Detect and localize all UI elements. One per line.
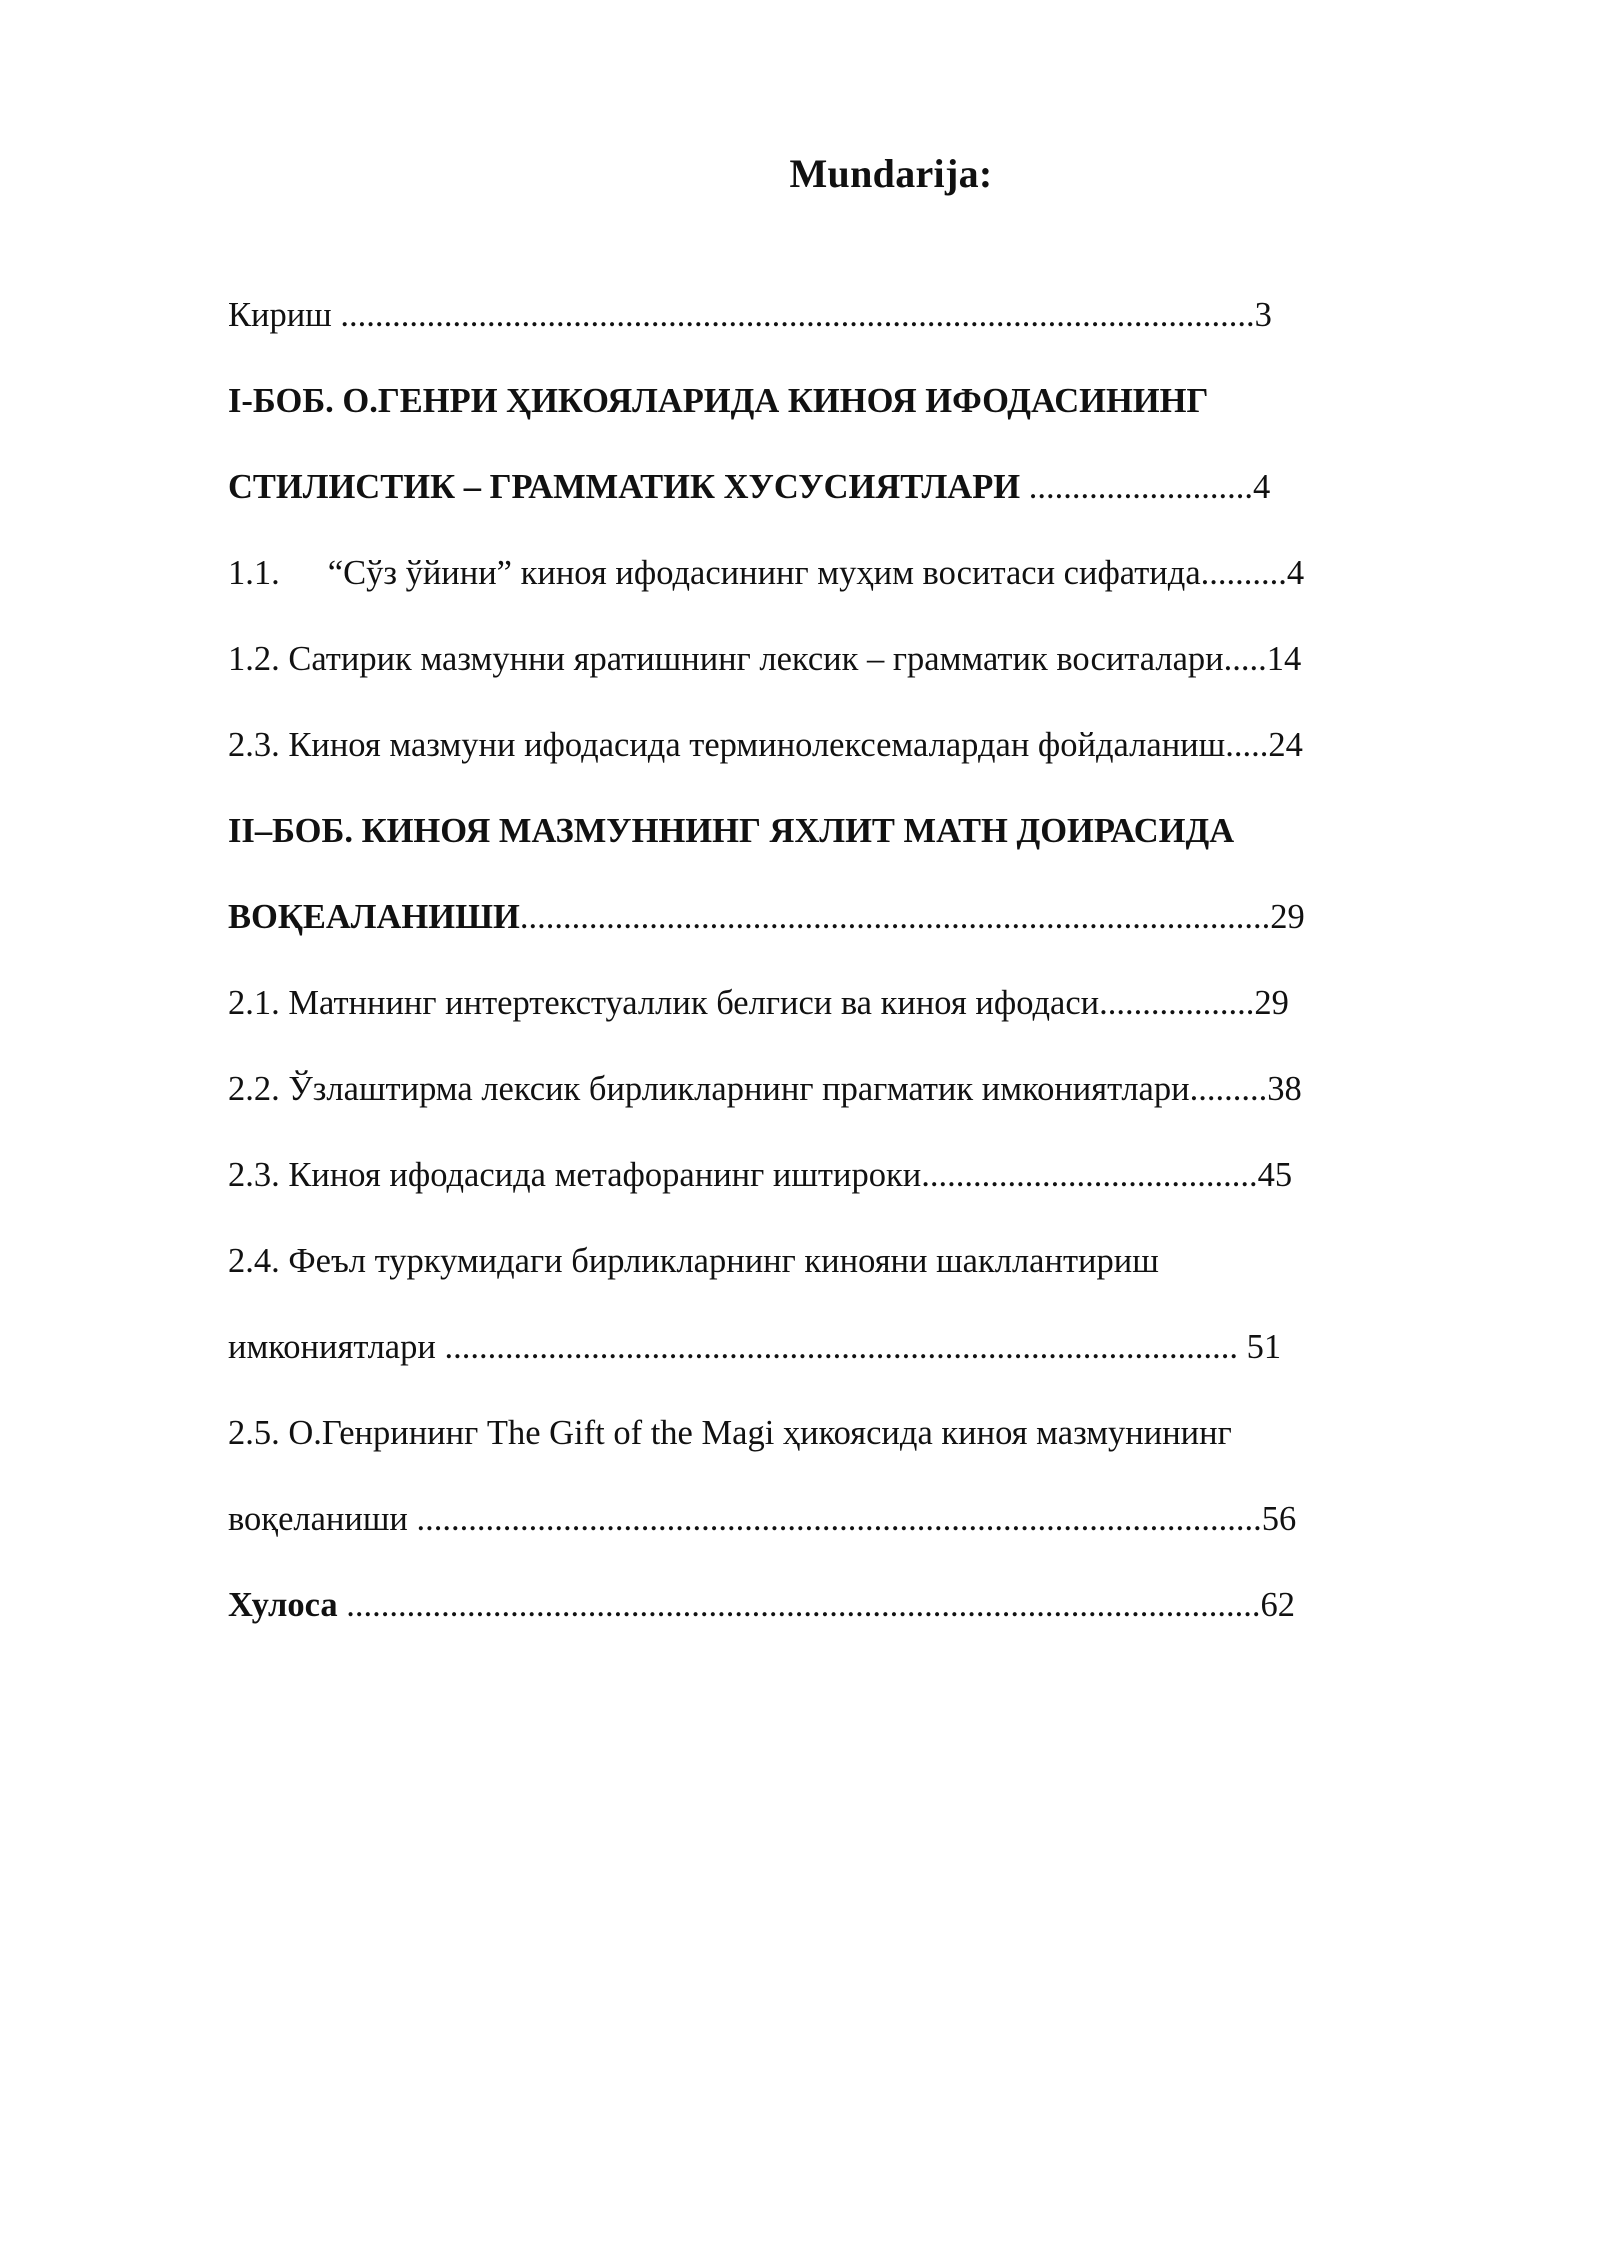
toc-section-2-5[interactable] [228, 1402, 1232, 1464]
toc-entry-title: 2.3. Киноя мазмуни ифодасида терминолексемалардан фойдаланиш [228, 726, 1226, 764]
toc-entry-title: 2.3. Киноя ифодасида метафоранинг иштироки [228, 1156, 922, 1194]
toc-page-number: 29 [1254, 984, 1289, 1022]
toc-page-number: 38 [1267, 1070, 1302, 1108]
toc-page-number: 51 [1237, 1328, 1282, 1366]
toc-section-2-4-cont[interactable] [228, 1316, 1281, 1378]
page-title: Mundarija: [789, 151, 993, 196]
toc-page-number: 62 [1260, 1586, 1295, 1624]
toc-leader-dots: ............................................................................................ [435, 1328, 1238, 1366]
toc-entry-title: Кириш [228, 296, 332, 334]
toc-leader-dots: .......................................................................................................... [337, 1586, 1261, 1624]
toc-page-number: 3 [1254, 296, 1272, 334]
toc-chapter-2-heading[interactable] [228, 800, 1234, 862]
toc-entry-title: ВОҚЕАЛАНИШИ [228, 898, 520, 936]
toc-entry-title: 2.5. О.Генрининг The Gift of the Magi ҳикоясида киноя мазмунининг [228, 1414, 1232, 1452]
toc-leader-dots: ....................................... [921, 1156, 1258, 1194]
toc-entry-title: I-БОБ. О.ГЕНРИ ҲИКОЯЛАРИДА КИНОЯ ИФОДАСИНИНГ [228, 382, 1209, 420]
toc-section-2-1[interactable] [228, 972, 1289, 1034]
toc-section-2-5-cont[interactable] [228, 1488, 1296, 1550]
toc-page-number: 14 [1266, 640, 1302, 678]
toc-section-1-3[interactable] [228, 714, 1303, 776]
toc-entry-title: 2.1. Матннинг интертекстуаллик белгиси ва киноя ифодаси [228, 984, 1100, 1022]
toc-section-2-2[interactable] [228, 1058, 1302, 1120]
toc-entry-title: 2.2. Ўзлаштирма лексик бирликларнинг прагматик имкониятлари [228, 1070, 1190, 1108]
toc-entry-title: воқеланиши [228, 1500, 408, 1538]
toc-entry-title: Хулоса [228, 1586, 338, 1624]
toc-chapter-2-heading-cont[interactable] [228, 886, 1305, 948]
toc-leader-dots: ..... [1223, 640, 1267, 678]
toc-leader-dots: .................................................................................................. [407, 1500, 1262, 1538]
toc-leader-dots: ......... [1189, 1070, 1268, 1108]
toc-entry-title: имкониятлари [228, 1328, 436, 1366]
toc-chapter-1-heading[interactable] [228, 370, 1208, 432]
toc-chapter-1-heading-cont[interactable] [228, 456, 1270, 518]
toc-entry-title: “Сўз ўйини” киноя ифодасининг муҳим воситаси сифатида [327, 554, 1201, 592]
toc-leader-dots: .......... [1200, 554, 1287, 592]
toc-section-1-1[interactable] [228, 542, 1304, 604]
toc-leader-dots: ..... [1225, 726, 1269, 764]
toc-page-number: 4 [1286, 554, 1305, 592]
toc-page-number: 4 [1252, 468, 1271, 506]
toc-entry-title: II–БОБ. КИНОЯ МАЗМУННИНГ ЯХЛИТ МАТН ДОИРАСИДА [228, 812, 1235, 850]
toc-section-2-3[interactable] [228, 1144, 1292, 1206]
toc-section-2-4[interactable] [228, 1230, 1159, 1292]
toc-leader-dots: .................. [1099, 984, 1255, 1022]
toc-page-number: 24 [1268, 726, 1303, 764]
toc-page-number: 45 [1257, 1156, 1293, 1194]
toc-leader-dots: .......................... [1020, 468, 1253, 506]
toc-leader-dots: ....................................................................................... [519, 898, 1271, 936]
toc-entry-title: 1.2. Сатирик мазмунни яратишнинг лексик – грамматик воситалари [228, 640, 1224, 678]
toc-entry-title: 2.4. Феъл туркумидаги бирликларнинг кинояни шакллантириш [228, 1242, 1159, 1280]
toc-page-number: 29 [1270, 898, 1305, 936]
toc-page-number: 56 [1261, 1500, 1297, 1538]
toc-leader-dots: .......................................................................................................... [331, 296, 1255, 334]
toc-entry-conclusion[interactable] [228, 1574, 1295, 1636]
toc-section-number: 1.1. [228, 554, 280, 592]
toc-section-1-2[interactable] [228, 628, 1301, 690]
toc-entry-title: СТИЛИСТИК – ГРАММАТИК ХУСУСИЯТЛАРИ [228, 468, 1021, 506]
toc-entry-introduction[interactable] [228, 284, 1272, 346]
